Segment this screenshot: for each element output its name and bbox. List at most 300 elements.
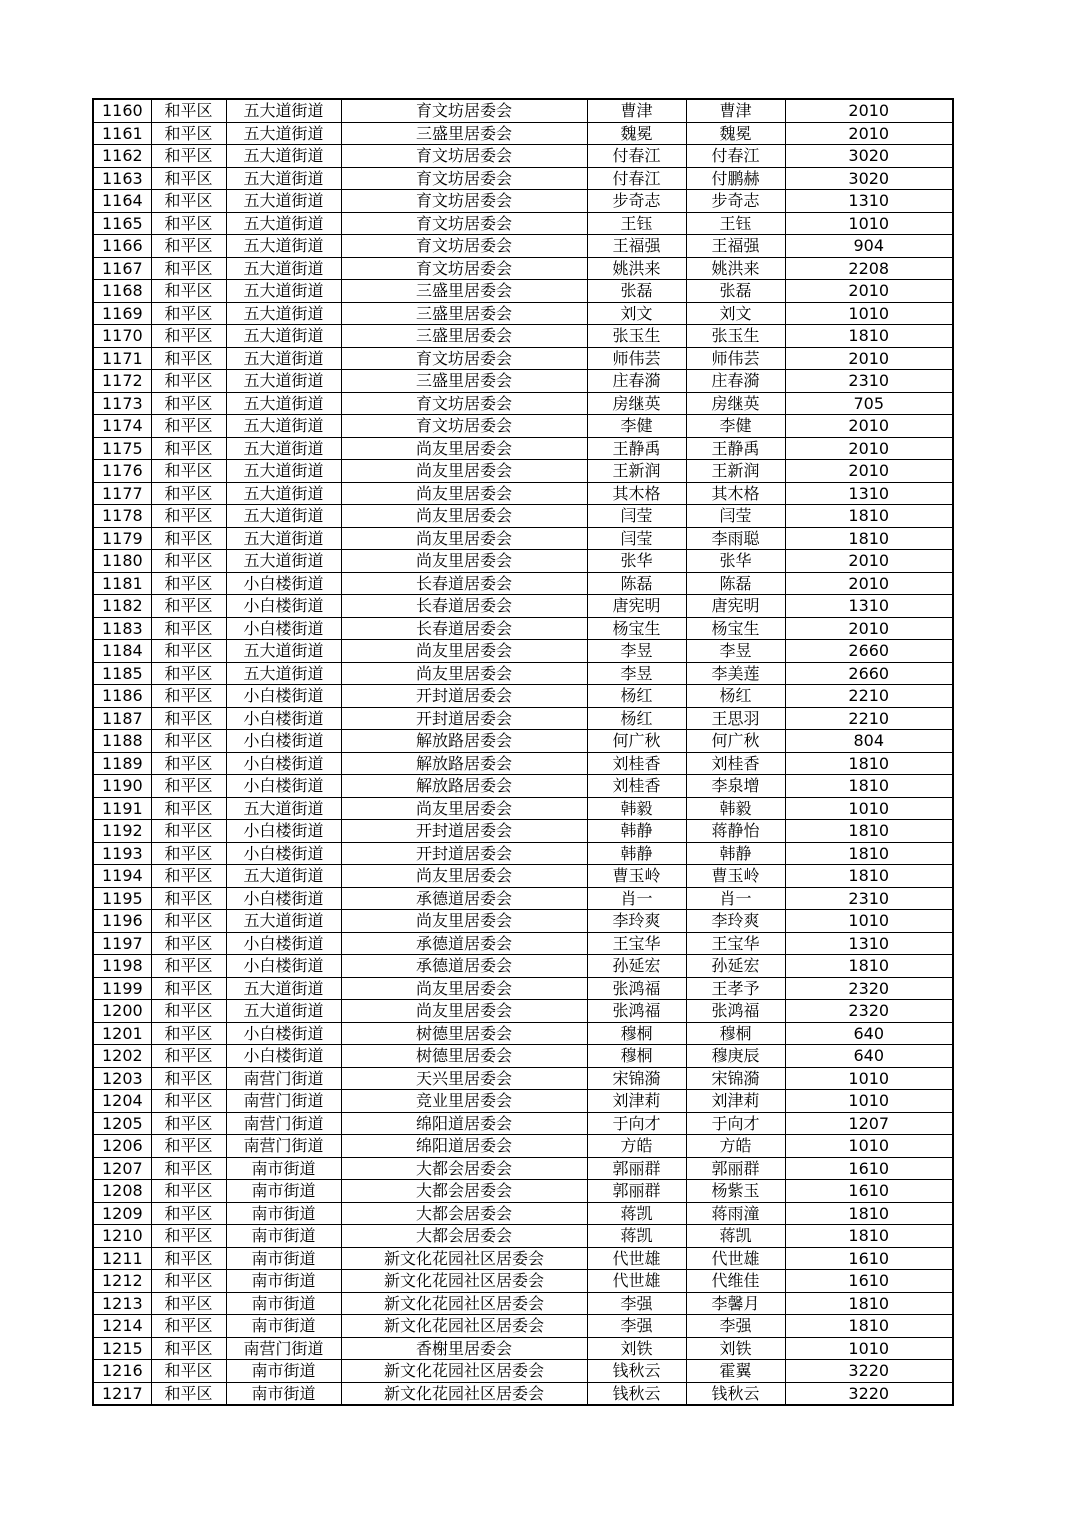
row-number-cell: 1217 <box>93 1382 151 1405</box>
committee-cell: 新文化花园社区居委会 <box>341 1292 587 1315</box>
row-number-cell: 1176 <box>93 460 151 483</box>
member-cell: 唐宪明 <box>686 595 785 618</box>
district-cell: 和平区 <box>151 1135 226 1158</box>
subdistrict-cell: 小白楼街道 <box>226 730 341 753</box>
district-cell: 和平区 <box>151 235 226 258</box>
committee-cell: 育文坊居委会 <box>341 190 587 213</box>
row-number-cell: 1168 <box>93 280 151 303</box>
subdistrict-cell: 五大道街道 <box>226 550 341 573</box>
row-number-cell: 1198 <box>93 955 151 978</box>
committee-cell: 尚友里居委会 <box>341 797 587 820</box>
table-row <box>93 1112 953 1135</box>
amount-cell: 1810 <box>785 955 953 978</box>
subdistrict-cell: 五大道街道 <box>226 212 341 235</box>
applicant-cell: 李昱 <box>587 640 686 663</box>
row-number-cell: 1214 <box>93 1315 151 1338</box>
committee-cell: 新文化花园社区居委会 <box>341 1247 587 1270</box>
subdistrict-cell: 小白楼街道 <box>226 707 341 730</box>
amount-cell: 1810 <box>785 842 953 865</box>
applicant-cell: 杨红 <box>587 685 686 708</box>
member-cell: 其木格 <box>686 482 785 505</box>
district-cell: 和平区 <box>151 1382 226 1405</box>
member-cell: 陈磊 <box>686 572 785 595</box>
table-row <box>93 662 953 685</box>
member-cell: 王静禹 <box>686 437 785 460</box>
row-number-cell: 1178 <box>93 505 151 528</box>
member-cell: 霍翼 <box>686 1360 785 1383</box>
district-cell: 和平区 <box>151 1337 226 1360</box>
applicant-cell: 张华 <box>587 550 686 573</box>
table-row <box>93 887 953 910</box>
amount-cell: 3220 <box>785 1360 953 1383</box>
district-cell: 和平区 <box>151 797 226 820</box>
applicant-cell: 姚洪来 <box>587 257 686 280</box>
row-number-cell: 1183 <box>93 617 151 640</box>
amount-cell: 1810 <box>785 325 953 348</box>
applicant-cell: 李强 <box>587 1292 686 1315</box>
member-cell: 闫莹 <box>686 505 785 528</box>
member-cell: 房继英 <box>686 392 785 415</box>
table-row <box>93 1247 953 1270</box>
table-row <box>93 235 953 258</box>
district-cell: 和平区 <box>151 1292 226 1315</box>
subdistrict-cell: 五大道街道 <box>226 257 341 280</box>
subdistrict-cell: 五大道街道 <box>226 1000 341 1023</box>
subdistrict-cell: 五大道街道 <box>226 415 341 438</box>
row-number-cell: 1171 <box>93 347 151 370</box>
amount-cell: 640 <box>785 1022 953 1045</box>
amount-cell: 1010 <box>785 1135 953 1158</box>
committee-cell: 香榭里居委会 <box>341 1337 587 1360</box>
member-cell: 代维佳 <box>686 1270 785 1293</box>
subdistrict-cell: 五大道街道 <box>226 797 341 820</box>
committee-cell: 尚友里居委会 <box>341 662 587 685</box>
member-cell: 刘津莉 <box>686 1090 785 1113</box>
applicant-cell: 韩静 <box>587 842 686 865</box>
committee-cell: 绵阳道居委会 <box>341 1112 587 1135</box>
subdistrict-cell: 五大道街道 <box>226 640 341 663</box>
subdistrict-cell: 小白楼街道 <box>226 595 341 618</box>
member-cell: 肖一 <box>686 887 785 910</box>
committee-cell: 长春道居委会 <box>341 595 587 618</box>
applicant-cell: 刘文 <box>587 302 686 325</box>
subdistrict-cell: 小白楼街道 <box>226 752 341 775</box>
row-number-cell: 1180 <box>93 550 151 573</box>
amount-cell: 1810 <box>785 505 953 528</box>
amount-cell: 1810 <box>785 752 953 775</box>
district-cell: 和平区 <box>151 482 226 505</box>
applicant-cell: 陈磊 <box>587 572 686 595</box>
member-cell: 王思羽 <box>686 707 785 730</box>
table-row <box>93 977 953 1000</box>
table-row <box>93 730 953 753</box>
subdistrict-cell: 南营门街道 <box>226 1112 341 1135</box>
table-row <box>93 617 953 640</box>
table-row <box>93 752 953 775</box>
member-cell: 张磊 <box>686 280 785 303</box>
subdistrict-cell: 五大道街道 <box>226 347 341 370</box>
district-cell: 和平区 <box>151 1157 226 1180</box>
committee-cell: 三盛里居委会 <box>341 122 587 145</box>
table-row <box>93 167 953 190</box>
row-number-cell: 1196 <box>93 910 151 933</box>
table-row <box>93 505 953 528</box>
amount-cell: 2208 <box>785 257 953 280</box>
amount-cell: 1010 <box>785 212 953 235</box>
row-number-cell: 1166 <box>93 235 151 258</box>
member-cell: 李泉增 <box>686 775 785 798</box>
subdistrict-cell: 小白楼街道 <box>226 617 341 640</box>
committee-cell: 育文坊居委会 <box>341 145 587 168</box>
district-cell: 和平区 <box>151 302 226 325</box>
district-cell: 和平区 <box>151 505 226 528</box>
district-cell: 和平区 <box>151 460 226 483</box>
committee-cell: 育文坊居委会 <box>341 392 587 415</box>
member-cell: 蒋凯 <box>686 1225 785 1248</box>
table-row <box>93 865 953 888</box>
committee-cell: 育文坊居委会 <box>341 167 587 190</box>
applicant-cell: 宋锦漪 <box>587 1067 686 1090</box>
applicant-cell: 韩毅 <box>587 797 686 820</box>
amount-cell: 1810 <box>785 1315 953 1338</box>
row-number-cell: 1213 <box>93 1292 151 1315</box>
committee-cell: 开封道居委会 <box>341 707 587 730</box>
committee-cell: 竞业里居委会 <box>341 1090 587 1113</box>
amount-cell: 2310 <box>785 887 953 910</box>
committee-cell: 解放路居委会 <box>341 730 587 753</box>
table-row <box>93 820 953 843</box>
amount-cell: 1010 <box>785 302 953 325</box>
table-row <box>93 527 953 550</box>
committee-cell: 大都会居委会 <box>341 1157 587 1180</box>
subdistrict-cell: 小白楼街道 <box>226 775 341 798</box>
district-cell: 和平区 <box>151 752 226 775</box>
table-row <box>93 1202 953 1225</box>
member-cell: 钱秋云 <box>686 1382 785 1405</box>
row-number-cell: 1199 <box>93 977 151 1000</box>
applicant-cell: 付春江 <box>587 145 686 168</box>
member-cell: 代世雄 <box>686 1247 785 1270</box>
member-cell: 穆庚辰 <box>686 1045 785 1068</box>
table-row <box>93 99 953 122</box>
amount-cell: 1010 <box>785 1067 953 1090</box>
applicant-cell: 方皓 <box>587 1135 686 1158</box>
amount-cell: 1610 <box>785 1157 953 1180</box>
district-cell: 和平区 <box>151 865 226 888</box>
district-cell: 和平区 <box>151 1090 226 1113</box>
applicant-cell: 张磊 <box>587 280 686 303</box>
subdistrict-cell: 五大道街道 <box>226 865 341 888</box>
committee-cell: 新文化花园社区居委会 <box>341 1382 587 1405</box>
roster-table <box>92 98 954 1406</box>
amount-cell: 1810 <box>785 865 953 888</box>
row-number-cell: 1172 <box>93 370 151 393</box>
table-row <box>93 1337 953 1360</box>
subdistrict-cell: 五大道街道 <box>226 505 341 528</box>
row-number-cell: 1193 <box>93 842 151 865</box>
row-number-cell: 1161 <box>93 122 151 145</box>
subdistrict-cell: 五大道街道 <box>226 910 341 933</box>
member-cell: 杨紫玉 <box>686 1180 785 1203</box>
applicant-cell: 张玉生 <box>587 325 686 348</box>
row-number-cell: 1200 <box>93 1000 151 1023</box>
applicant-cell: 付春江 <box>587 167 686 190</box>
row-number-cell: 1216 <box>93 1360 151 1383</box>
member-cell: 付春江 <box>686 145 785 168</box>
district-cell: 和平区 <box>151 550 226 573</box>
member-cell: 姚洪来 <box>686 257 785 280</box>
district-cell: 和平区 <box>151 1112 226 1135</box>
subdistrict-cell: 南市街道 <box>226 1315 341 1338</box>
amount-cell: 1010 <box>785 1090 953 1113</box>
member-cell: 蒋雨潼 <box>686 1202 785 1225</box>
subdistrict-cell: 南营门街道 <box>226 1337 341 1360</box>
district-cell: 和平区 <box>151 887 226 910</box>
subdistrict-cell: 南市街道 <box>226 1157 341 1180</box>
subdistrict-cell: 五大道街道 <box>226 235 341 258</box>
row-number-cell: 1188 <box>93 730 151 753</box>
committee-cell: 尚友里居委会 <box>341 482 587 505</box>
committee-cell: 新文化花园社区居委会 <box>341 1315 587 1338</box>
subdistrict-cell: 五大道街道 <box>226 437 341 460</box>
subdistrict-cell: 五大道街道 <box>226 302 341 325</box>
amount-cell: 1310 <box>785 932 953 955</box>
member-cell: 师伟芸 <box>686 347 785 370</box>
amount-cell: 2310 <box>785 370 953 393</box>
applicant-cell: 穆桐 <box>587 1022 686 1045</box>
district-cell: 和平区 <box>151 99 226 122</box>
subdistrict-cell: 五大道街道 <box>226 99 341 122</box>
district-cell: 和平区 <box>151 212 226 235</box>
committee-cell: 尚友里居委会 <box>341 550 587 573</box>
member-cell: 李玲爽 <box>686 910 785 933</box>
subdistrict-cell: 五大道街道 <box>226 145 341 168</box>
district-cell: 和平区 <box>151 977 226 1000</box>
district-cell: 和平区 <box>151 1315 226 1338</box>
row-number-cell: 1211 <box>93 1247 151 1270</box>
subdistrict-cell: 南市街道 <box>226 1247 341 1270</box>
table-row <box>93 910 953 933</box>
amount-cell: 804 <box>785 730 953 753</box>
subdistrict-cell: 小白楼街道 <box>226 572 341 595</box>
amount-cell: 2010 <box>785 572 953 595</box>
row-number-cell: 1185 <box>93 662 151 685</box>
district-cell: 和平区 <box>151 775 226 798</box>
subdistrict-cell: 五大道街道 <box>226 460 341 483</box>
amount-cell: 2010 <box>785 415 953 438</box>
committee-cell: 解放路居委会 <box>341 752 587 775</box>
committee-cell: 尚友里居委会 <box>341 460 587 483</box>
committee-cell: 尚友里居委会 <box>341 977 587 1000</box>
applicant-cell: 王新润 <box>587 460 686 483</box>
subdistrict-cell: 南市街道 <box>226 1270 341 1293</box>
district-cell: 和平区 <box>151 1000 226 1023</box>
subdistrict-cell: 南市街道 <box>226 1292 341 1315</box>
subdistrict-cell: 五大道街道 <box>226 280 341 303</box>
member-cell: 王钰 <box>686 212 785 235</box>
subdistrict-cell: 小白楼街道 <box>226 685 341 708</box>
subdistrict-cell: 南市街道 <box>226 1180 341 1203</box>
row-number-cell: 1202 <box>93 1045 151 1068</box>
table-row <box>93 595 953 618</box>
row-number-cell: 1204 <box>93 1090 151 1113</box>
committee-cell: 育文坊居委会 <box>341 235 587 258</box>
row-number-cell: 1209 <box>93 1202 151 1225</box>
committee-cell: 育文坊居委会 <box>341 212 587 235</box>
table-row <box>93 437 953 460</box>
table-row <box>93 1045 953 1068</box>
table-row <box>93 1270 953 1293</box>
amount-cell: 2010 <box>785 347 953 370</box>
table-row <box>93 212 953 235</box>
table-row <box>93 550 953 573</box>
applicant-cell: 于向才 <box>587 1112 686 1135</box>
district-cell: 和平区 <box>151 617 226 640</box>
row-number-cell: 1203 <box>93 1067 151 1090</box>
row-number-cell: 1177 <box>93 482 151 505</box>
table-row <box>93 1360 953 1383</box>
member-cell: 曹玉岭 <box>686 865 785 888</box>
subdistrict-cell: 南市街道 <box>226 1360 341 1383</box>
table-row <box>93 415 953 438</box>
applicant-cell: 唐宪明 <box>587 595 686 618</box>
applicant-cell: 郭丽群 <box>587 1180 686 1203</box>
row-number-cell: 1190 <box>93 775 151 798</box>
district-cell: 和平区 <box>151 595 226 618</box>
district-cell: 和平区 <box>151 685 226 708</box>
applicant-cell: 郭丽群 <box>587 1157 686 1180</box>
district-cell: 和平区 <box>151 707 226 730</box>
applicant-cell: 代世雄 <box>587 1270 686 1293</box>
applicant-cell: 蒋凯 <box>587 1225 686 1248</box>
committee-cell: 大都会居委会 <box>341 1225 587 1248</box>
committee-cell: 尚友里居委会 <box>341 437 587 460</box>
amount-cell: 2210 <box>785 707 953 730</box>
subdistrict-cell: 南市街道 <box>226 1225 341 1248</box>
member-cell: 韩静 <box>686 842 785 865</box>
amount-cell: 1810 <box>785 1202 953 1225</box>
member-cell: 李雨聪 <box>686 527 785 550</box>
row-number-cell: 1162 <box>93 145 151 168</box>
committee-cell: 尚友里居委会 <box>341 1000 587 1023</box>
applicant-cell: 刘铁 <box>587 1337 686 1360</box>
committee-cell: 树德里居委会 <box>341 1022 587 1045</box>
row-number-cell: 1175 <box>93 437 151 460</box>
district-cell: 和平区 <box>151 1045 226 1068</box>
committee-cell: 大都会居委会 <box>341 1202 587 1225</box>
district-cell: 和平区 <box>151 392 226 415</box>
table-row <box>93 325 953 348</box>
row-number-cell: 1165 <box>93 212 151 235</box>
amount-cell: 2010 <box>785 437 953 460</box>
row-number-cell: 1181 <box>93 572 151 595</box>
applicant-cell: 刘津莉 <box>587 1090 686 1113</box>
committee-cell: 尚友里居委会 <box>341 505 587 528</box>
amount-cell: 1010 <box>785 910 953 933</box>
applicant-cell: 杨红 <box>587 707 686 730</box>
row-number-cell: 1207 <box>93 1157 151 1180</box>
district-cell: 和平区 <box>151 145 226 168</box>
applicant-cell: 钱秋云 <box>587 1360 686 1383</box>
committee-cell: 长春道居委会 <box>341 617 587 640</box>
table-row <box>93 842 953 865</box>
applicant-cell: 李昱 <box>587 662 686 685</box>
district-cell: 和平区 <box>151 257 226 280</box>
applicant-cell: 闫莹 <box>587 527 686 550</box>
amount-cell: 1810 <box>785 1292 953 1315</box>
row-number-cell: 1195 <box>93 887 151 910</box>
subdistrict-cell: 小白楼街道 <box>226 955 341 978</box>
district-cell: 和平区 <box>151 1202 226 1225</box>
table-row <box>93 1382 953 1405</box>
committee-cell: 承德道居委会 <box>341 932 587 955</box>
committee-cell: 树德里居委会 <box>341 1045 587 1068</box>
district-cell: 和平区 <box>151 1067 226 1090</box>
member-cell: 王宝华 <box>686 932 785 955</box>
district-cell: 和平区 <box>151 955 226 978</box>
applicant-cell: 钱秋云 <box>587 1382 686 1405</box>
applicant-cell: 张鸿福 <box>587 1000 686 1023</box>
district-cell: 和平区 <box>151 347 226 370</box>
table-row <box>93 1067 953 1090</box>
amount-cell: 2660 <box>785 662 953 685</box>
amount-cell: 1610 <box>785 1270 953 1293</box>
table-row <box>93 280 953 303</box>
row-number-cell: 1167 <box>93 257 151 280</box>
applicant-cell: 肖一 <box>587 887 686 910</box>
row-number-cell: 1182 <box>93 595 151 618</box>
applicant-cell: 韩静 <box>587 820 686 843</box>
row-number-cell: 1170 <box>93 325 151 348</box>
member-cell: 郭丽群 <box>686 1157 785 1180</box>
row-number-cell: 1205 <box>93 1112 151 1135</box>
amount-cell: 2010 <box>785 460 953 483</box>
amount-cell: 2320 <box>785 977 953 1000</box>
row-number-cell: 1212 <box>93 1270 151 1293</box>
committee-cell: 开封道居委会 <box>341 685 587 708</box>
member-cell: 穆桐 <box>686 1022 785 1045</box>
member-cell: 李昱 <box>686 640 785 663</box>
row-number-cell: 1189 <box>93 752 151 775</box>
district-cell: 和平区 <box>151 1270 226 1293</box>
applicant-cell: 穆桐 <box>587 1045 686 1068</box>
applicant-cell: 闫莹 <box>587 505 686 528</box>
committee-cell: 承德道居委会 <box>341 887 587 910</box>
applicant-cell: 李强 <box>587 1315 686 1338</box>
amount-cell: 1207 <box>785 1112 953 1135</box>
member-cell: 刘桂香 <box>686 752 785 775</box>
district-cell: 和平区 <box>151 842 226 865</box>
district-cell: 和平区 <box>151 167 226 190</box>
district-cell: 和平区 <box>151 572 226 595</box>
committee-cell: 尚友里居委会 <box>341 865 587 888</box>
committee-cell: 长春道居委会 <box>341 572 587 595</box>
committee-cell: 三盛里居委会 <box>341 370 587 393</box>
member-cell: 宋锦漪 <box>686 1067 785 1090</box>
row-number-cell: 1160 <box>93 99 151 122</box>
district-cell: 和平区 <box>151 1180 226 1203</box>
table-row <box>93 122 953 145</box>
row-number-cell: 1164 <box>93 190 151 213</box>
member-cell: 张玉生 <box>686 325 785 348</box>
applicant-cell: 杨宝生 <box>587 617 686 640</box>
committee-cell: 育文坊居委会 <box>341 347 587 370</box>
committee-cell: 天兴里居委会 <box>341 1067 587 1090</box>
committee-cell: 三盛里居委会 <box>341 302 587 325</box>
table-row <box>93 1225 953 1248</box>
committee-cell: 育文坊居委会 <box>341 99 587 122</box>
table-row <box>93 1135 953 1158</box>
